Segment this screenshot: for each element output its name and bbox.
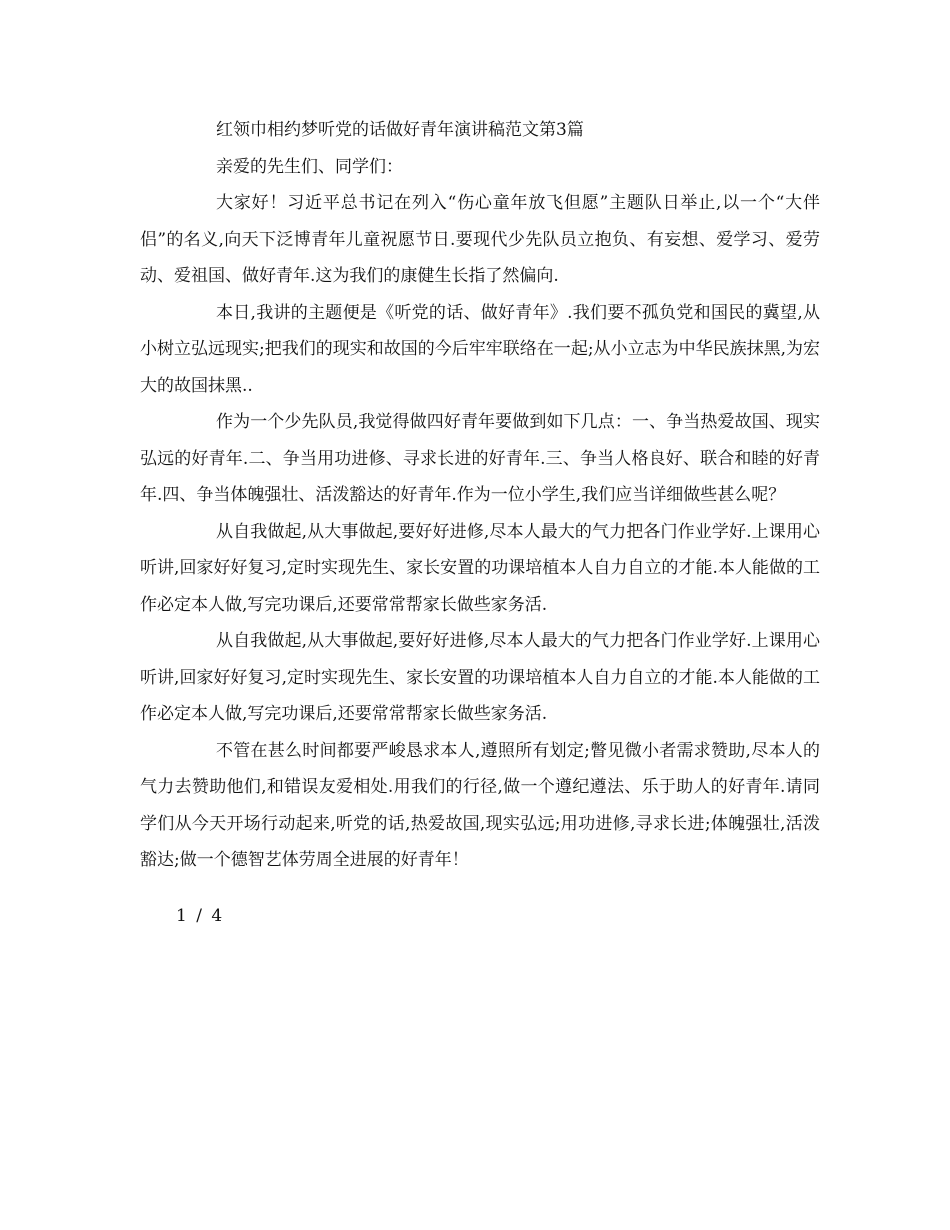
page-number: 1 / 4 [176,906,225,926]
paragraph-1: 大家好！习近平总书记在列入“伤心童年放飞但愿”主题队日举止,以一个“大伴侣”的名义,向天下泛博青年儿童祝愿节日.要现代少先队员立抱负、有妄想、爱学习、爱劳动、爱祖国、做好青年.这为我们的康健生长指了然偏向. [140,193,820,286]
greeting: 亲爱的先生们、同学们： [216,156,403,177]
document-body [140,112,820,879]
paragraph-5: 从自我做起,从大事做起,要好好进修,尽本人最大的气力把各门作业学好.上课用心听讲,回家好好复习,定时实现先生、家长安置的功课培植本人自力自立的才能.本人能做的工作必定本人做,写完功课后,还要常常帮家长做些家务活. [140,631,820,724]
paragraph-3: 作为一个少先队员,我觉得做四好青年要做到如下几点：一、争当热爱故国、现实弘远的好青年.二、争当用功进修、寻求长进的好青年.三、争当人格良好、联合和睦的好青年.四、争当体魄强壮、活泼豁达的好青年.作为一位小学生,我们应当详细做些甚么呢？ [140,412,820,505]
paragraph-6: 不管在甚么时间都要严峻恳求本人,遵照所有划定;瞥见微小者需求赞助,尽本人的气力去赞助他们,和错误友爱相处.用我们的行径,做一个遵纪遵法、乐于助人的好青年.请同学们从今天开场行动起来,听党的话,热爱故国,现实弘远;用功进修,寻求长进;体魄强壮,活泼豁达;做一个德智艺体劳周全进展的好青年！ [140,740,820,870]
paragraph-2: 本日,我讲的主题便是《听党的话、做好青年》.我们要不孤负党和国民的冀望,从小树立弘远现实;把我们的现实和故国的今后牢牢联络在一起;从小立志为中华民族抹黑,为宏大的故国抹黑.. [140,302,820,396]
document-title: 红领巾相约梦听党的话做好青年演讲稿范文第3篇 [216,120,584,140]
paragraph-4: 从自我做起,从大事做起,要好好进修,尽本人最大的气力把各门作业学好.上课用心听讲,回家好好复习,定时实现先生、家长安置的功课培植本人自力自立的才能.本人能做的工作必定本人做,写完功课后,还要常常帮家长做些家务活. [140,521,820,615]
